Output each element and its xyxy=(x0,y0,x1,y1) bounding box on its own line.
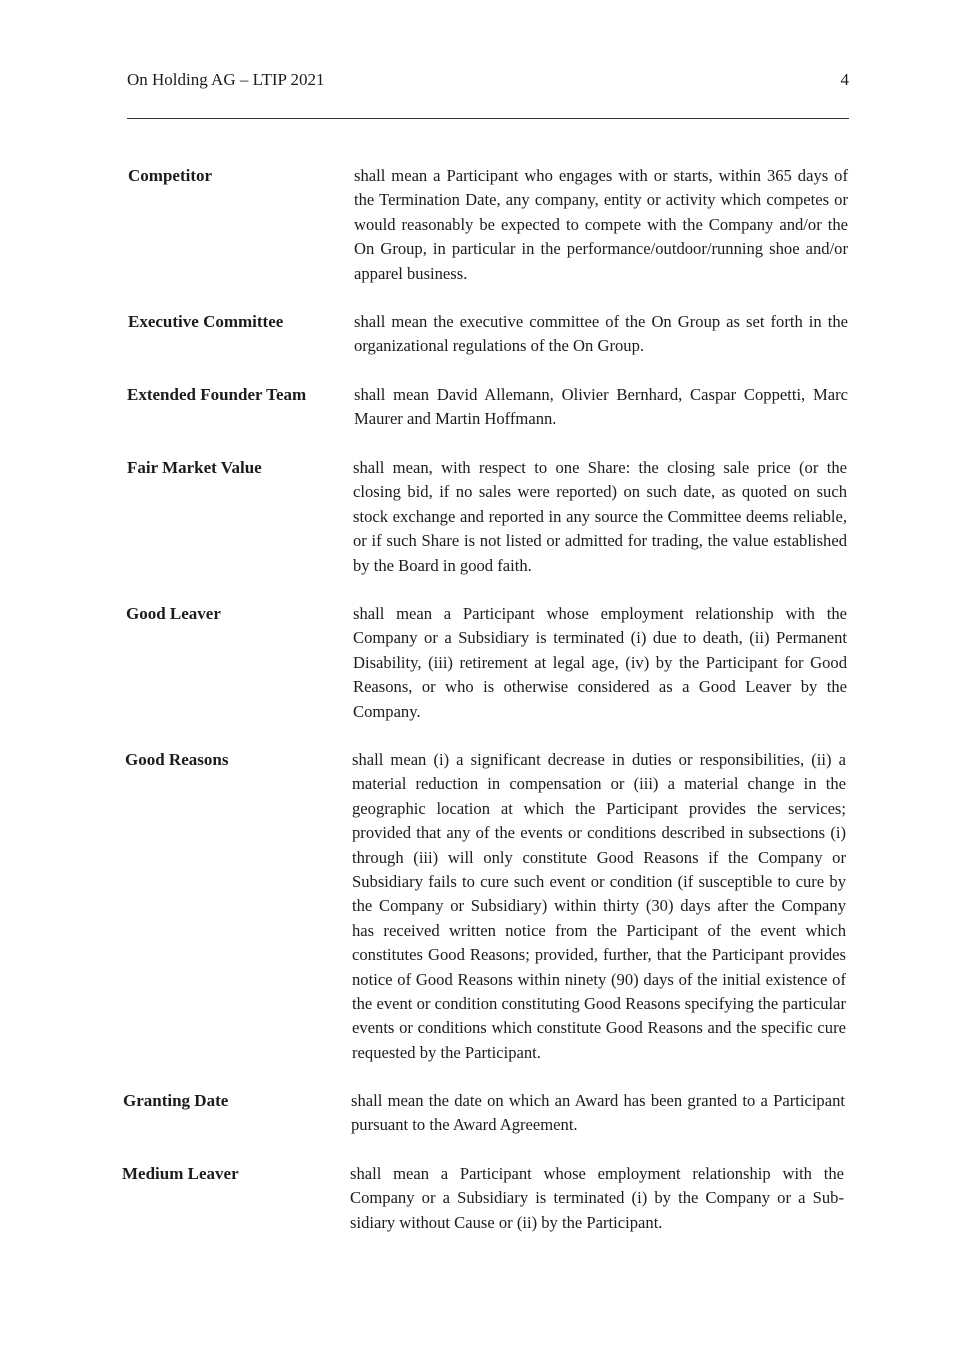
meaning-competitor: shall mean a Participant who engages with or starts, within 365 days of the Termination Date, any company, entity or activity which competes or would reasonably be expected to compete with the Company and/or the On Group, in particular in the performance/outdoor/running shoe and/or apparel business. xyxy=(354,166,848,283)
document-title: On Holding AG – LTIP 2021 xyxy=(127,70,325,89)
meaning-executive-committee: shall mean the executive committee of the On Group as set forth in the organizational regulations of the On Group. xyxy=(354,312,848,356)
meaning-extended-founder-team: shall mean David Allemann, Olivier Bernhard, Caspar Coppetti, Marc Maurer and Martin Hoffmann. xyxy=(354,385,848,429)
term-granting-date: Granting Date xyxy=(123,1091,229,1110)
term-good-leaver: Good Leaver xyxy=(126,604,221,623)
meaning-fair-market-value: shall mean, with respect to one Share: the closing sale price (or the closing bid, if no sales were reported) on such date, as quoted on such stock exchange and reported in any source the Committee deems reliable, or if such Share is not listed or admitted for trading, the value established by the Board in good faith. xyxy=(353,458,847,575)
meaning-granting-date: shall mean the date on which an Award has been granted to a Participant pursuant to the Award Agreement. xyxy=(351,1091,845,1135)
term-executive-committee: Executive Committee xyxy=(128,312,284,331)
meaning-good-reasons: shall mean (i) a significant decrease in duties or responsibilities, (ii) a material reduction in compensation or (iii) a material change in the geographic location at which the Participant provides the services; provided that any of the events or conditions described in subsections (i) through (iii) will only constitute Good Reasons if the Company or Subsidiary fails to cure such event or condition (if susceptible to cure by the Company or Subsidiary) within thirty (30) days after the Company has received written notice from the Participant of the event which constitutes Good Reasons; provided, further, that the Participant provides notice of Good Reasons within ninety (90) days of the initial existence of the event or condition constituting Good Reasons specifying the particular events or conditions which constitute Good Reasons and the specific cure requested by the Participant. xyxy=(352,750,846,1062)
term-competitor: Competitor xyxy=(128,166,213,185)
page-number: 4 xyxy=(840,70,849,89)
meaning-good-leaver: shall mean a Participant whose employment relationship with the Company or a Subsidiary is terminated (i) due to death, (ii) Permanent Disability, (iii) retirement at legal age, (iv) by the Participant for Good Reasons, or who is otherwise considered as a Good Leaver by the Company. xyxy=(353,604,847,721)
term-fair-market-value: Fair Market Value xyxy=(127,458,262,477)
term-extended-founder-team: Extended Founder Team xyxy=(127,385,307,404)
term-medium-leaver: Medium Leaver xyxy=(122,1164,239,1183)
term-good-reasons: Good Reasons xyxy=(125,750,229,769)
meaning-medium-leaver: shall mean a Participant whose employment relationship with the Company or a Subsidiary is terminated (i) by the Company or a Subsidiary without Cause or (ii) by the Participant. xyxy=(350,1164,844,1232)
